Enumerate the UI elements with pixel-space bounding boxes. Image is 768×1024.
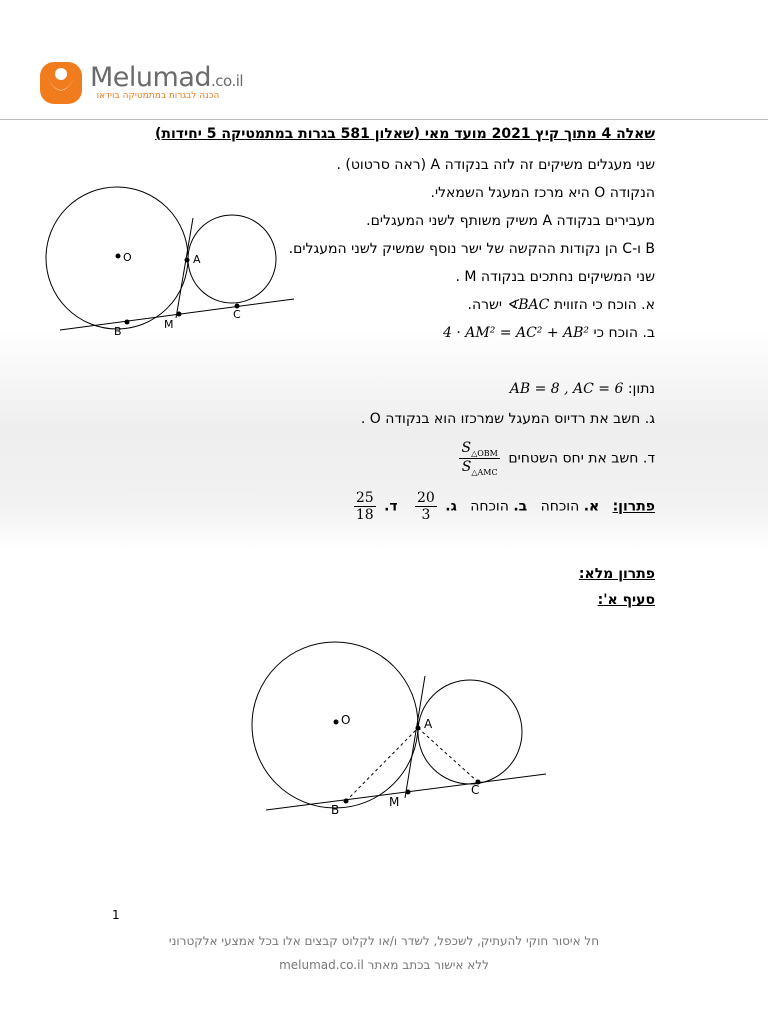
part-b-formula: 4 · AM² = AC² + AB² (443, 325, 590, 341)
label-a: A (193, 253, 201, 266)
answer-b-text: הוכחה (470, 498, 509, 515)
melumad-logo[interactable] (38, 60, 244, 108)
part-d-text: ד. חשב את יחס השטחים (508, 450, 655, 467)
part-a-text: א. הוכח כי הזווית (553, 297, 655, 313)
logo-tld: .co.il (211, 72, 244, 90)
part-a-angle: ∢BAC (506, 297, 550, 313)
label-m: M (164, 318, 174, 331)
ratio-den-sub: △AMC (471, 467, 498, 477)
given-label: נתון: (627, 381, 655, 397)
label-m: M (389, 795, 400, 809)
question-line-2: הנקודה O היא מרכז המעגל השמאלי. (430, 185, 655, 201)
answer-c-label: ג. (445, 498, 457, 515)
label-o: O (341, 713, 351, 727)
question-line-4: B ו-C הן נקודות ההקשה של ישר נוסף שמשיק לשני המעגלים. (288, 241, 655, 257)
given (510, 381, 655, 397)
ratio-den-s: S (461, 458, 472, 475)
circle-right (418, 680, 522, 784)
answer-a-label: א. (583, 498, 600, 515)
label-a: A (424, 717, 433, 731)
question-title: שאלה 4 מתוך קיץ 2021 מועד מאי (שאלון 581 בגרות במתמטיקה 5 יחידות) (155, 126, 655, 142)
footer-copyright-line-1: חל איסור חוקי להעתיק, לשכפל, לשדר ו/או לקלוט קבצים אלו בכל אמצעי אלקטרוני (168, 934, 600, 948)
question-line-3: מעבירים בנקודה A משיק משותף לשני המעגלים. (366, 213, 655, 229)
point-o (116, 254, 121, 259)
ratio-num-s: S (461, 440, 472, 456)
part-a-end: ישרה. (467, 297, 503, 313)
common-tangent-a (405, 676, 425, 798)
part-c: ג. חשב את רדיוס המעגל שמרכזו הוא בנקודה O . (360, 411, 655, 427)
label-c: C (471, 783, 480, 797)
part-d (455, 440, 655, 477)
question-line-1: שני מעגלים משיקים זה לזה בנקודה A (ראה סרטוט) . (336, 157, 655, 173)
label-b: B (114, 325, 122, 338)
point-m (177, 312, 182, 317)
question-diagram (40, 180, 300, 340)
logo-person-icon (38, 60, 84, 106)
logo-text (90, 62, 243, 93)
answer-b-label: ב. (513, 498, 528, 515)
logo-brand: Melumad (90, 62, 212, 93)
answer-d-num: 25 (355, 490, 374, 506)
full-solution-heading: פתרון מלא: (578, 566, 655, 582)
label-o: O (123, 251, 132, 264)
part-b-text: ב. הוכח כי (593, 325, 655, 341)
footer-copyright-line-2: ללא אישור בכתב מאתר melumad.co.il (279, 958, 489, 972)
point-b (344, 799, 349, 804)
answer-a-text: הוכחה (540, 498, 580, 515)
watermark (0, 548, 8, 638)
question-line-5: שני המשיקים נחתכים בנקודה M . (455, 269, 655, 285)
part-b (443, 325, 655, 341)
answer-d-fraction (354, 490, 376, 523)
given-formula: AB = 8 , AC = 6 (509, 381, 624, 397)
label-b: B (331, 803, 340, 817)
common-tangent-a (176, 218, 193, 318)
point-a (416, 726, 421, 731)
point-o (334, 720, 339, 725)
point-b (125, 320, 130, 325)
answer-c-den: 3 (421, 507, 431, 523)
point-a (185, 258, 190, 263)
area-ratio-fraction (459, 440, 499, 477)
page-number: 1 (112, 908, 120, 922)
answer-c-num: 20 (417, 490, 435, 506)
solution-diagram (250, 636, 550, 826)
answer-d-den: 18 (355, 507, 374, 523)
label-c: C (233, 308, 241, 321)
header-divider (0, 119, 768, 120)
circle-right (188, 215, 276, 303)
section-a-heading: סעיף א': (597, 592, 655, 608)
answer-d-label: ד. (384, 498, 398, 515)
answer-c-fraction (415, 490, 437, 523)
logo-tagline: הכנה לבגרות במתמטיקה בוידאו (96, 91, 220, 101)
point-m (406, 790, 411, 795)
segment-ac (418, 728, 478, 782)
ratio-num-sub: △OBM (471, 448, 498, 458)
part-a (468, 297, 655, 313)
answer-summary (350, 490, 655, 523)
answer-label: פתרון: (612, 498, 655, 515)
circle-left (252, 642, 418, 808)
